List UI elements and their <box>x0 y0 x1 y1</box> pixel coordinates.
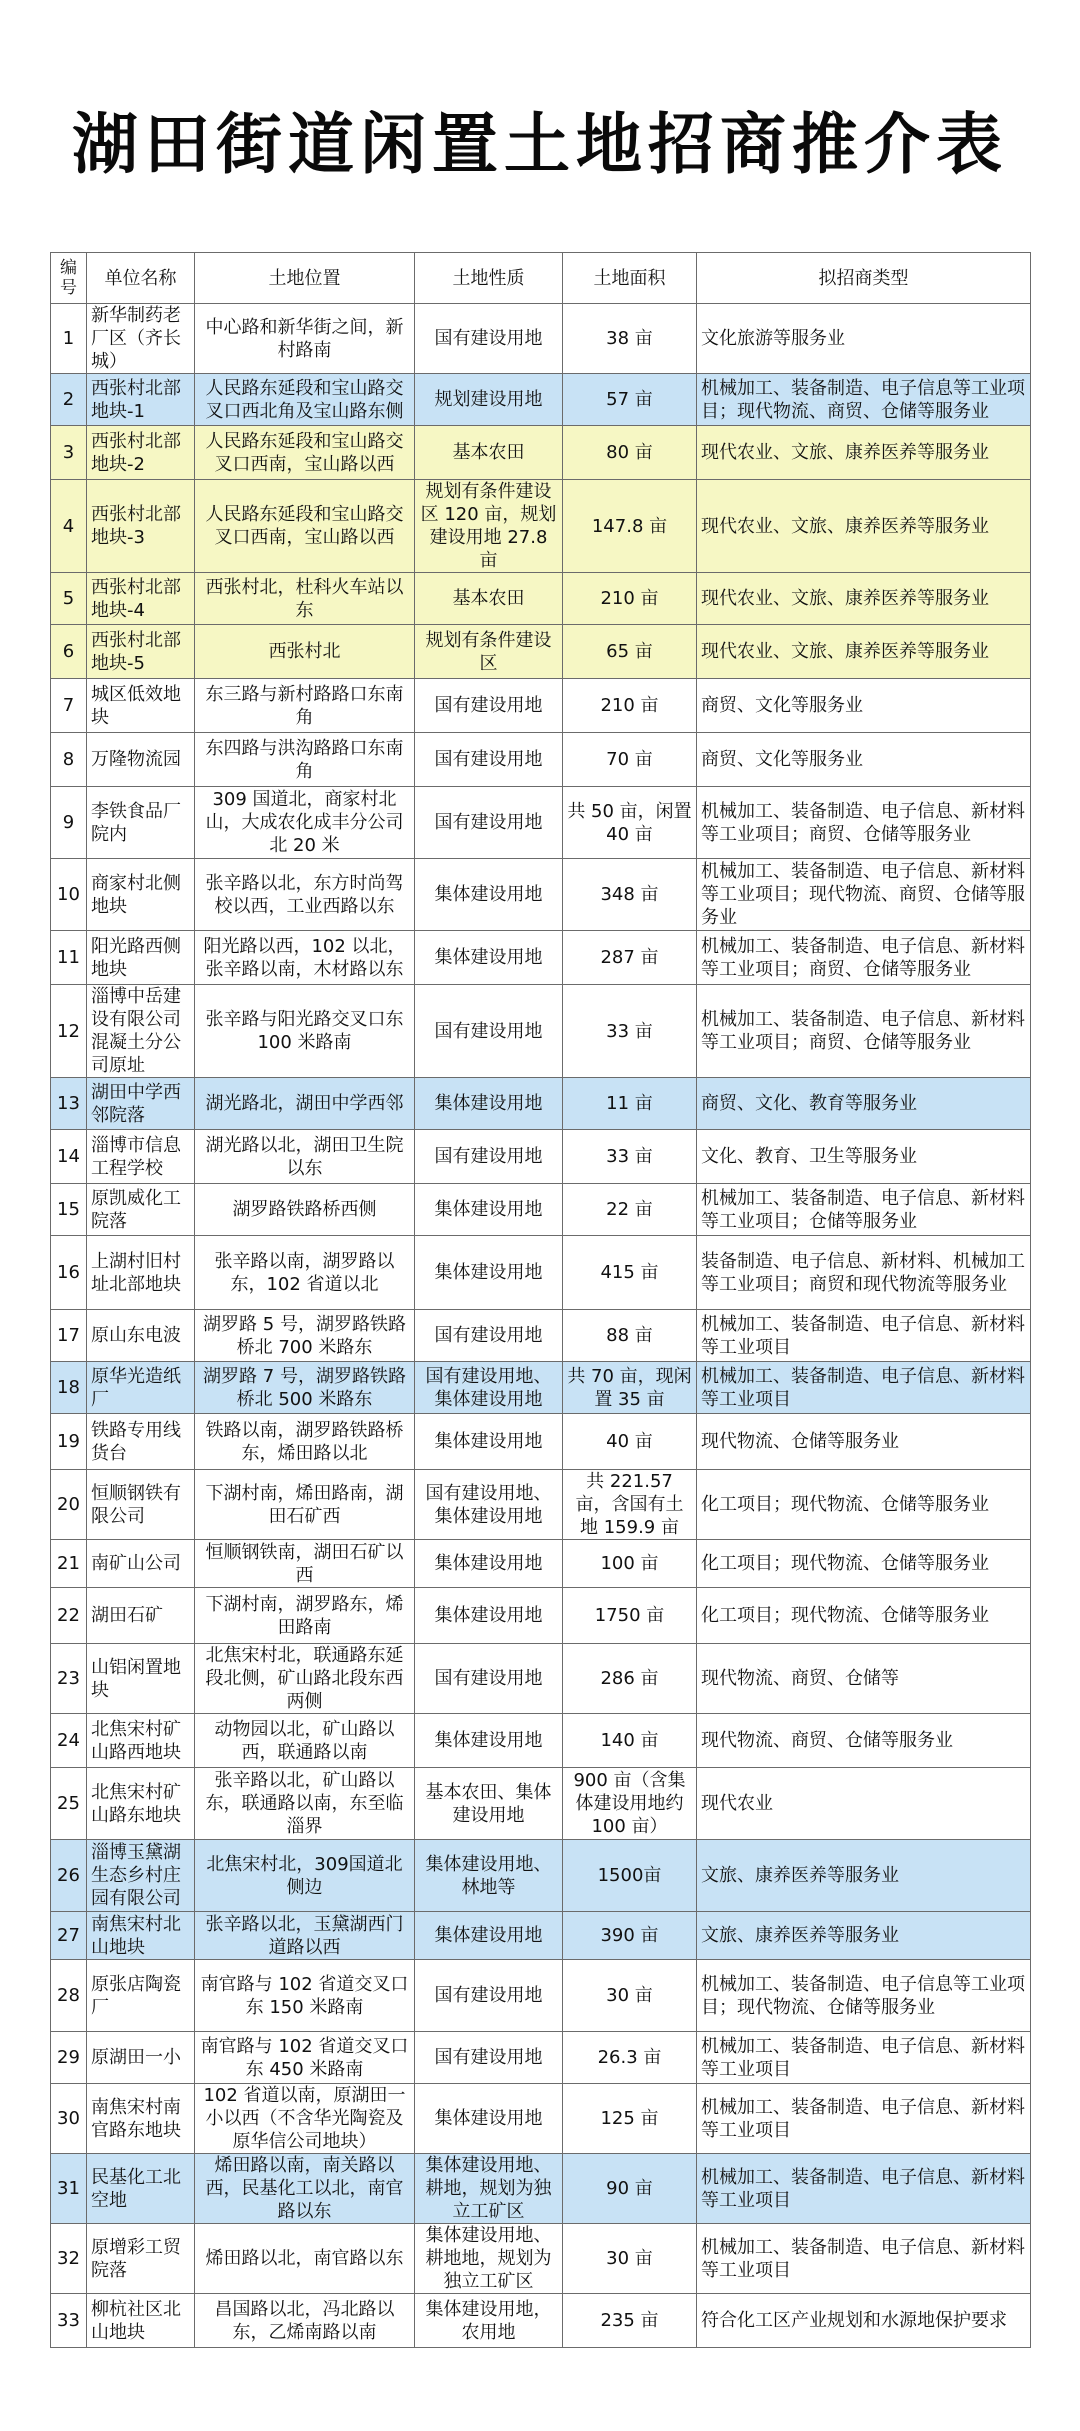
cell-business: 化工项目；现代物流、仓储等服务业 <box>697 1470 1031 1540</box>
cell-nature: 国有建设用地 <box>415 787 563 859</box>
cell-nature: 集体建设用地 <box>415 2084 563 2154</box>
cell-unit: 上湖村旧村址北部地块 <box>87 1236 195 1310</box>
land-table <box>50 252 1031 2348</box>
table-row <box>51 1130 1031 1184</box>
table-row <box>51 1644 1031 1714</box>
cell-area: 26.3 亩 <box>563 2032 697 2084</box>
header-area: 土地面积 <box>563 253 697 304</box>
cell-location: 张辛路与阳光路交叉口东 100 米路南 <box>195 985 415 1078</box>
cell-business: 装备制造、电子信息、新材料、机械加工等工业项目；商贸和现代物流等服务业 <box>697 1236 1031 1310</box>
cell-nature: 国有建设用地 <box>415 2032 563 2084</box>
table-body <box>51 304 1031 2348</box>
cell-location: 张辛路以北，东方时尚驾校以西，工业西路以东 <box>195 859 415 931</box>
header-no: 编号 <box>51 253 87 304</box>
cell-unit: 铁路专用线货台 <box>87 1414 195 1470</box>
cell-area: 40 亩 <box>563 1414 697 1470</box>
cell-no: 4 <box>51 480 87 573</box>
cell-nature: 基本农田 <box>415 573 563 625</box>
header-unit: 单位名称 <box>87 253 195 304</box>
table-row <box>51 1912 1031 1960</box>
cell-area: 30 亩 <box>563 1960 697 2032</box>
cell-unit: 南焦宋村北山地块 <box>87 1912 195 1960</box>
cell-nature: 集体建设用地 <box>415 1540 563 1588</box>
cell-no: 21 <box>51 1540 87 1588</box>
table-row <box>51 1310 1031 1362</box>
cell-unit: 西张村北部地块-5 <box>87 625 195 679</box>
cell-nature: 集体建设用地、耕地地，规划为独立工矿区 <box>415 2224 563 2294</box>
cell-nature: 国有建设用地 <box>415 1130 563 1184</box>
table-row <box>51 985 1031 1078</box>
cell-area: 210 亩 <box>563 679 697 733</box>
cell-no: 3 <box>51 426 87 480</box>
cell-unit: 南矿山公司 <box>87 1540 195 1588</box>
cell-location: 西张村北，杜科火车站以东 <box>195 573 415 625</box>
cell-location: 北焦宋村北，联通路东延段北侧，矿山路北段东西两侧 <box>195 1644 415 1714</box>
cell-nature: 集体建设用地 <box>415 1184 563 1236</box>
cell-no: 5 <box>51 573 87 625</box>
cell-location: 湖罗路 5 号，湖罗路铁路桥北 700 米路东 <box>195 1310 415 1362</box>
cell-location: 南官路与 102 省道交叉口东 150 米路南 <box>195 1960 415 2032</box>
cell-business: 机械加工、装备制造、电子信息、新材料等工业项目 <box>697 2154 1031 2224</box>
cell-nature: 国有建设用地 <box>415 1960 563 2032</box>
table-row <box>51 304 1031 374</box>
table-row <box>51 2084 1031 2154</box>
cell-unit: 西张村北部地块-1 <box>87 374 195 426</box>
header-location: 土地位置 <box>195 253 415 304</box>
cell-no: 1 <box>51 304 87 374</box>
table-row <box>51 2294 1031 2348</box>
cell-nature: 规划有条件建设区 120 亩，规划建设用地 27.8 亩 <box>415 480 563 573</box>
cell-location: 张辛路以北，矿山路以东，联通路以南，东至临淄界 <box>195 1768 415 1840</box>
table-row <box>51 1184 1031 1236</box>
cell-area: 30 亩 <box>563 2224 697 2294</box>
cell-nature: 集体建设用地 <box>415 1236 563 1310</box>
table-row <box>51 1414 1031 1470</box>
cell-area: 共 70 亩，现闲置 35 亩 <box>563 1362 697 1414</box>
page-title: 湖田街道闲置土地招商推介表 <box>72 106 1008 183</box>
cell-nature: 国有建设用地 <box>415 679 563 733</box>
cell-unit: 原张店陶瓷厂 <box>87 1960 195 2032</box>
cell-business: 机械加工、装备制造、电子信息、新材料等工业项目；商贸、仓储等服务业 <box>697 787 1031 859</box>
cell-location: 人民路东延段和宝山路交叉口西北角及宝山路东侧 <box>195 374 415 426</box>
cell-location: 中心路和新华街之间，新村路南 <box>195 304 415 374</box>
cell-nature: 规划有条件建设区 <box>415 625 563 679</box>
cell-no: 30 <box>51 2084 87 2154</box>
cell-unit: 恒顺钢铁有限公司 <box>87 1470 195 1540</box>
table-row <box>51 1078 1031 1130</box>
cell-unit: 原湖田一小 <box>87 2032 195 2084</box>
cell-area: 286 亩 <box>563 1644 697 1714</box>
cell-location: 下湖村南，湖罗路东，烯田路南 <box>195 1588 415 1644</box>
cell-nature: 国有建设用地 <box>415 733 563 787</box>
cell-no: 26 <box>51 1840 87 1912</box>
cell-area: 210 亩 <box>563 573 697 625</box>
cell-no: 10 <box>51 859 87 931</box>
table-row <box>51 480 1031 573</box>
cell-business: 机械加工、装备制造、电子信息、新材料等工业项目 <box>697 2224 1031 2294</box>
table-row <box>51 787 1031 859</box>
cell-no: 25 <box>51 1768 87 1840</box>
cell-location: 人民路东延段和宝山路交叉口西南，宝山路以西 <box>195 480 415 573</box>
cell-business: 商贸、文化、教育等服务业 <box>697 1078 1031 1130</box>
cell-unit: 山铝闲置地块 <box>87 1644 195 1714</box>
cell-unit: 新华制药老厂区（齐长城） <box>87 304 195 374</box>
cell-no: 22 <box>51 1588 87 1644</box>
cell-location: 昌国路以北，冯北路以东，乙烯南路以南 <box>195 2294 415 2348</box>
cell-nature: 国有建设用地 <box>415 1310 563 1362</box>
cell-location: 309 国道北，商家村北山，大成农化成丰分公司北 20 米 <box>195 787 415 859</box>
cell-no: 15 <box>51 1184 87 1236</box>
cell-no: 24 <box>51 1714 87 1768</box>
cell-no: 19 <box>51 1414 87 1470</box>
cell-unit: 原山东电波 <box>87 1310 195 1362</box>
table-row <box>51 931 1031 985</box>
cell-unit: 柳杭社区北山地块 <box>87 2294 195 2348</box>
cell-area: 1750 亩 <box>563 1588 697 1644</box>
cell-business: 现代物流、商贸、仓储等服务业 <box>697 1714 1031 1768</box>
cell-area: 235 亩 <box>563 2294 697 2348</box>
cell-area: 415 亩 <box>563 1236 697 1310</box>
cell-no: 33 <box>51 2294 87 2348</box>
cell-location: 西张村北 <box>195 625 415 679</box>
cell-location: 北焦宋村北，309国道北侧边 <box>195 1840 415 1912</box>
cell-nature: 国有建设用地 <box>415 985 563 1078</box>
table-row <box>51 1236 1031 1310</box>
cell-business: 文旅、康养医养等服务业 <box>697 1840 1031 1912</box>
cell-nature: 国有建设用地 <box>415 1644 563 1714</box>
cell-location: 张辛路以南，湖罗路以东，102 省道以北 <box>195 1236 415 1310</box>
cell-area: 共 50 亩，闲置 40 亩 <box>563 787 697 859</box>
cell-unit: 北焦宋村矿山路西地块 <box>87 1714 195 1768</box>
cell-no: 7 <box>51 679 87 733</box>
cell-unit: 淄博中岳建设有限公司混凝土分公司原址 <box>87 985 195 1078</box>
table-row <box>51 2224 1031 2294</box>
cell-area: 900 亩（含集体建设用地约 100 亩） <box>563 1768 697 1840</box>
cell-area: 57 亩 <box>563 374 697 426</box>
cell-nature: 集体建设用地 <box>415 1414 563 1470</box>
table-row <box>51 1588 1031 1644</box>
cell-unit: 南焦宋村南官路东地块 <box>87 2084 195 2154</box>
cell-area: 1500亩 <box>563 1840 697 1912</box>
cell-unit: 淄博玉黛湖生态乡村庄园有限公司 <box>87 1840 195 1912</box>
cell-no: 14 <box>51 1130 87 1184</box>
cell-unit: 淄博市信息工程学校 <box>87 1130 195 1184</box>
cell-business: 化工项目；现代物流、仓储等服务业 <box>697 1540 1031 1588</box>
cell-location: 南官路与 102 省道交叉口东 450 米路南 <box>195 2032 415 2084</box>
cell-no: 18 <box>51 1362 87 1414</box>
cell-business: 机械加工、装备制造、电子信息、新材料等工业项目；现代物流、商贸、仓储等服务业 <box>697 859 1031 931</box>
cell-location: 人民路东延段和宝山路交叉口西南，宝山路以西 <box>195 426 415 480</box>
cell-nature: 集体建设用地、耕地，规划为独立工矿区 <box>415 2154 563 2224</box>
cell-no: 29 <box>51 2032 87 2084</box>
table-row <box>51 679 1031 733</box>
cell-business: 机械加工、装备制造、电子信息、新材料等工业项目 <box>697 2084 1031 2154</box>
cell-area: 125 亩 <box>563 2084 697 2154</box>
cell-business: 文旅、康养医养等服务业 <box>697 1912 1031 1960</box>
cell-no: 23 <box>51 1644 87 1714</box>
table-header-row <box>51 253 1031 304</box>
cell-business: 机械加工、装备制造、电子信息、新材料等工业项目；仓储等服务业 <box>697 1184 1031 1236</box>
cell-area: 90 亩 <box>563 2154 697 2224</box>
cell-area: 33 亩 <box>563 1130 697 1184</box>
table-row <box>51 1470 1031 1540</box>
table-row <box>51 1714 1031 1768</box>
cell-business: 符合化工区产业规划和水源地保护要求 <box>697 2294 1031 2348</box>
cell-business: 文化旅游等服务业 <box>697 304 1031 374</box>
cell-area: 38 亩 <box>563 304 697 374</box>
cell-unit: 原凯威化工院落 <box>87 1184 195 1236</box>
table-row <box>51 2032 1031 2084</box>
cell-no: 28 <box>51 1960 87 2032</box>
cell-area: 390 亩 <box>563 1912 697 1960</box>
cell-area: 287 亩 <box>563 931 697 985</box>
cell-no: 16 <box>51 1236 87 1310</box>
cell-nature: 国有建设用地 <box>415 304 563 374</box>
cell-location: 东三路与新村路路口东南角 <box>195 679 415 733</box>
cell-location: 张辛路以北，玉黛湖西门道路以西 <box>195 1912 415 1960</box>
cell-area: 共 221.57 亩，含国有土地 159.9 亩 <box>563 1470 697 1540</box>
cell-business: 现代农业 <box>697 1768 1031 1840</box>
cell-no: 13 <box>51 1078 87 1130</box>
cell-nature: 集体建设用地 <box>415 859 563 931</box>
cell-location: 湖罗路铁路桥西侧 <box>195 1184 415 1236</box>
cell-no: 11 <box>51 931 87 985</box>
cell-no: 31 <box>51 2154 87 2224</box>
cell-no: 32 <box>51 2224 87 2294</box>
cell-area: 147.8 亩 <box>563 480 697 573</box>
cell-business: 文化、教育、卫生等服务业 <box>697 1130 1031 1184</box>
cell-business: 机械加工、装备制造、电子信息、新材料等工业项目 <box>697 1310 1031 1362</box>
cell-business: 机械加工、装备制造、电子信息、新材料等工业项目；商贸、仓储等服务业 <box>697 931 1031 985</box>
table-row <box>51 859 1031 931</box>
cell-nature: 基本农田、集体建设用地 <box>415 1768 563 1840</box>
cell-unit: 原华光造纸厂 <box>87 1362 195 1414</box>
cell-unit: 李铁食品厂院内 <box>87 787 195 859</box>
cell-business: 商贸、文化等服务业 <box>697 733 1031 787</box>
cell-no: 9 <box>51 787 87 859</box>
cell-location: 湖光路北，湖田中学西邻 <box>195 1078 415 1130</box>
cell-area: 140 亩 <box>563 1714 697 1768</box>
cell-unit: 民基化工北空地 <box>87 2154 195 2224</box>
cell-no: 2 <box>51 374 87 426</box>
cell-nature: 规划建设用地 <box>415 374 563 426</box>
table-row <box>51 625 1031 679</box>
cell-nature: 基本农田 <box>415 426 563 480</box>
header-nature: 土地性质 <box>415 253 563 304</box>
cell-area: 11 亩 <box>563 1078 697 1130</box>
cell-business: 现代物流、商贸、仓储等 <box>697 1644 1031 1714</box>
table-row <box>51 1768 1031 1840</box>
table-row <box>51 426 1031 480</box>
cell-no: 20 <box>51 1470 87 1540</box>
cell-nature: 集体建设用地，农用地 <box>415 2294 563 2348</box>
cell-unit: 商家村北侧地块 <box>87 859 195 931</box>
cell-location: 动物园以北，矿山路以西，联通路以南 <box>195 1714 415 1768</box>
cell-location: 铁路以南，湖罗路铁路桥东，烯田路以北 <box>195 1414 415 1470</box>
cell-unit: 阳光路西侧地块 <box>87 931 195 985</box>
cell-area: 88 亩 <box>563 1310 697 1362</box>
cell-area: 33 亩 <box>563 985 697 1078</box>
table-row <box>51 1362 1031 1414</box>
cell-business: 商贸、文化等服务业 <box>697 679 1031 733</box>
cell-area: 22 亩 <box>563 1184 697 1236</box>
cell-no: 12 <box>51 985 87 1078</box>
cell-location: 烯田路以北，南官路以东 <box>195 2224 415 2294</box>
cell-no: 27 <box>51 1912 87 1960</box>
cell-unit: 城区低效地块 <box>87 679 195 733</box>
cell-business: 现代农业、文旅、康养医养等服务业 <box>697 480 1031 573</box>
cell-business: 现代农业、文旅、康养医养等服务业 <box>697 426 1031 480</box>
cell-location: 阳光路以西，102 以北，张辛路以南，木材路以东 <box>195 931 415 985</box>
cell-area: 65 亩 <box>563 625 697 679</box>
cell-no: 6 <box>51 625 87 679</box>
cell-nature: 集体建设用地、林地等 <box>415 1840 563 1912</box>
cell-area: 80 亩 <box>563 426 697 480</box>
cell-nature: 集体建设用地 <box>415 1714 563 1768</box>
cell-unit: 湖田中学西邻院落 <box>87 1078 195 1130</box>
cell-location: 烯田路以南，南关路以西，民基化工以北，南官路以东 <box>195 2154 415 2224</box>
cell-business: 现代农业、文旅、康养医养等服务业 <box>697 573 1031 625</box>
cell-nature: 集体建设用地 <box>415 1912 563 1960</box>
table-row <box>51 733 1031 787</box>
cell-location: 102 省道以南，原湖田一小以西（不含华光陶瓷及原华信公司地块） <box>195 2084 415 2154</box>
cell-location: 下湖村南，烯田路南，湖田石矿西 <box>195 1470 415 1540</box>
cell-unit: 西张村北部地块-2 <box>87 426 195 480</box>
cell-business: 机械加工、装备制造、电子信息、新材料等工业项目；商贸、仓储等服务业 <box>697 985 1031 1078</box>
cell-unit: 原增彩工贸院落 <box>87 2224 195 2294</box>
cell-business: 现代物流、仓储等服务业 <box>697 1414 1031 1470</box>
cell-business: 化工项目；现代物流、仓储等服务业 <box>697 1588 1031 1644</box>
cell-location: 湖光路以北，湖田卫生院以东 <box>195 1130 415 1184</box>
cell-area: 70 亩 <box>563 733 697 787</box>
table-row <box>51 374 1031 426</box>
table-row <box>51 1840 1031 1912</box>
table-row <box>51 1540 1031 1588</box>
cell-no: 8 <box>51 733 87 787</box>
cell-no: 17 <box>51 1310 87 1362</box>
table-row <box>51 573 1031 625</box>
table-row <box>51 2154 1031 2224</box>
cell-business: 机械加工、装备制造、电子信息、新材料等工业项目 <box>697 2032 1031 2084</box>
cell-unit: 万隆物流园 <box>87 733 195 787</box>
cell-nature: 集体建设用地 <box>415 1078 563 1130</box>
cell-area: 348 亩 <box>563 859 697 931</box>
cell-area: 100 亩 <box>563 1540 697 1588</box>
cell-unit: 西张村北部地块-4 <box>87 573 195 625</box>
cell-unit: 北焦宋村矿山路东地块 <box>87 1768 195 1840</box>
cell-business: 现代农业、文旅、康养医养等服务业 <box>697 625 1031 679</box>
cell-nature: 集体建设用地 <box>415 931 563 985</box>
cell-nature: 国有建设用地、集体建设用地 <box>415 1362 563 1414</box>
cell-nature: 国有建设用地、集体建设用地 <box>415 1470 563 1540</box>
cell-location: 湖罗路 7 号，湖罗路铁路桥北 500 米路东 <box>195 1362 415 1414</box>
cell-business: 机械加工、装备制造、电子信息等工业项目；现代物流、商贸、仓储等服务业 <box>697 374 1031 426</box>
cell-nature: 集体建设用地 <box>415 1588 563 1644</box>
cell-business: 机械加工、装备制造、电子信息等工业项目；现代物流、仓储等服务业 <box>697 1960 1031 2032</box>
header-business: 拟招商类型 <box>697 253 1031 304</box>
cell-unit: 湖田石矿 <box>87 1588 195 1644</box>
cell-location: 东四路与洪沟路路口东南角 <box>195 733 415 787</box>
table-row <box>51 1960 1031 2032</box>
cell-business: 机械加工、装备制造、电子信息、新材料等工业项目 <box>697 1362 1031 1414</box>
cell-location: 恒顺钢铁南，湖田石矿以西 <box>195 1540 415 1588</box>
cell-unit: 西张村北部地块-3 <box>87 480 195 573</box>
